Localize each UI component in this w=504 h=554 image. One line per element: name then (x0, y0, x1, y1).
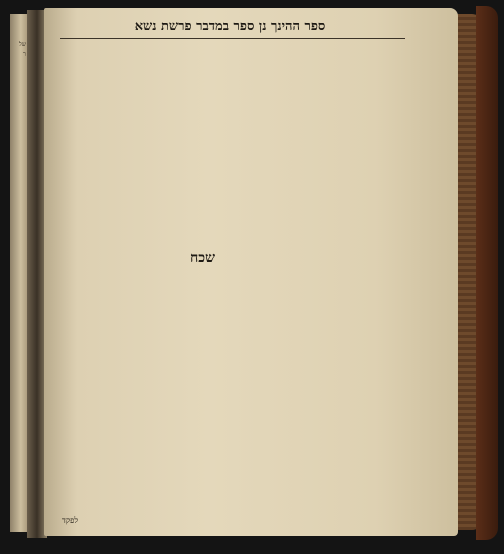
print-line (56, 414, 224, 421)
print-line (232, 295, 400, 302)
print-line (232, 325, 400, 332)
print-line (232, 450, 400, 457)
print-line (56, 96, 224, 103)
print-line (232, 244, 400, 251)
print-line (232, 369, 400, 376)
print-line (56, 487, 224, 494)
print-line (56, 303, 224, 310)
print-line (56, 155, 224, 162)
header-rule (60, 38, 405, 39)
print-line (56, 177, 224, 184)
print-line (56, 354, 224, 361)
print-line (232, 51, 400, 58)
print-line (232, 354, 400, 361)
print-line (232, 133, 400, 140)
print-line (232, 140, 400, 147)
print-line (232, 74, 400, 81)
print-line (56, 133, 224, 140)
print-line (56, 325, 224, 332)
print-line (232, 266, 400, 273)
print-line (56, 51, 224, 58)
print-line (56, 362, 224, 369)
left-page-fragments (12, 40, 26, 520)
print-line (232, 473, 400, 480)
print-line (56, 214, 224, 221)
print-line (56, 125, 224, 132)
text-column-right (232, 44, 400, 514)
print-line (232, 391, 400, 398)
print-line (232, 229, 400, 236)
print-line (56, 281, 224, 288)
print-line (232, 221, 400, 228)
print-line (232, 184, 400, 191)
print-line (232, 251, 400, 258)
print-line (232, 177, 400, 184)
print-line (232, 303, 400, 310)
print-line (56, 236, 224, 243)
print-line (56, 81, 224, 88)
print-line (56, 221, 224, 228)
print-line (232, 487, 400, 494)
print-line (56, 340, 224, 347)
print-line (232, 281, 400, 288)
print-line (56, 59, 224, 66)
print-line (56, 192, 224, 199)
print-line (56, 399, 224, 406)
left-fragment: של (18, 41, 26, 48)
print-line (232, 288, 400, 295)
print-line (232, 480, 400, 487)
print-line (232, 88, 400, 95)
print-line (232, 170, 400, 177)
print-line (56, 170, 224, 177)
print-line (56, 406, 224, 413)
print-line (232, 111, 400, 118)
print-line (232, 428, 400, 435)
print-line (232, 103, 400, 110)
print-line (232, 443, 400, 450)
print-line (56, 465, 224, 472)
print-line (56, 288, 224, 295)
print-line (232, 81, 400, 88)
print-line (232, 155, 400, 162)
print-line (232, 436, 400, 443)
print-line (232, 118, 400, 125)
section-heading: שכח (190, 250, 216, 266)
print-line (232, 162, 400, 169)
print-line (56, 74, 224, 81)
print-line (232, 465, 400, 472)
print-line (56, 103, 224, 110)
print-line (232, 495, 400, 502)
print-line (232, 147, 400, 154)
print-line (56, 428, 224, 435)
left-fragment: ר (23, 51, 26, 58)
print-line (232, 59, 400, 66)
text-column-left (56, 44, 224, 514)
print-line (56, 332, 224, 339)
print-line (232, 421, 400, 428)
print-line (56, 450, 224, 457)
print-line (56, 310, 224, 317)
print-line (56, 377, 224, 384)
print-line (56, 199, 224, 206)
print-line (232, 377, 400, 384)
print-line (56, 295, 224, 302)
print-line (56, 207, 224, 214)
print-line (232, 199, 400, 206)
print-line (56, 111, 224, 118)
print-line (232, 44, 400, 51)
print-line (56, 443, 224, 450)
print-line (56, 421, 224, 428)
print-line (232, 207, 400, 214)
print-line (232, 258, 400, 265)
print-line (232, 236, 400, 243)
print-line (56, 480, 224, 487)
print-line (232, 192, 400, 199)
book-cover (476, 6, 498, 540)
print-line (232, 458, 400, 465)
print-line (56, 162, 224, 169)
print-line (232, 214, 400, 221)
print-line (232, 414, 400, 421)
print-line (56, 317, 224, 324)
print-line (232, 399, 400, 406)
print-line (232, 384, 400, 391)
print-line (56, 88, 224, 95)
print-line (56, 391, 224, 398)
print-line (56, 458, 224, 465)
print-line (56, 384, 224, 391)
print-line (232, 362, 400, 369)
catchword: לפקד (62, 516, 79, 525)
print-line (232, 125, 400, 132)
print-line (56, 473, 224, 480)
print-line (232, 406, 400, 413)
print-line (56, 140, 224, 147)
print-line (56, 184, 224, 191)
print-line (232, 347, 400, 354)
print-line (56, 66, 224, 73)
print-line (56, 369, 224, 376)
print-line (232, 317, 400, 324)
print-line (232, 502, 400, 509)
print-line (56, 273, 224, 280)
print-line (56, 502, 224, 509)
print-line (56, 495, 224, 502)
print-line (56, 147, 224, 154)
print-line (232, 310, 400, 317)
running-head: ספר ההינך נן ספר במדבר פרשת נשא (134, 19, 326, 34)
print-line (56, 118, 224, 125)
print-line (232, 66, 400, 73)
print-line (56, 436, 224, 443)
print-line (56, 44, 224, 51)
print-line (232, 340, 400, 347)
print-line (56, 229, 224, 236)
print-line (56, 347, 224, 354)
print-line (232, 273, 400, 280)
print-line (232, 96, 400, 103)
print-line (232, 332, 400, 339)
